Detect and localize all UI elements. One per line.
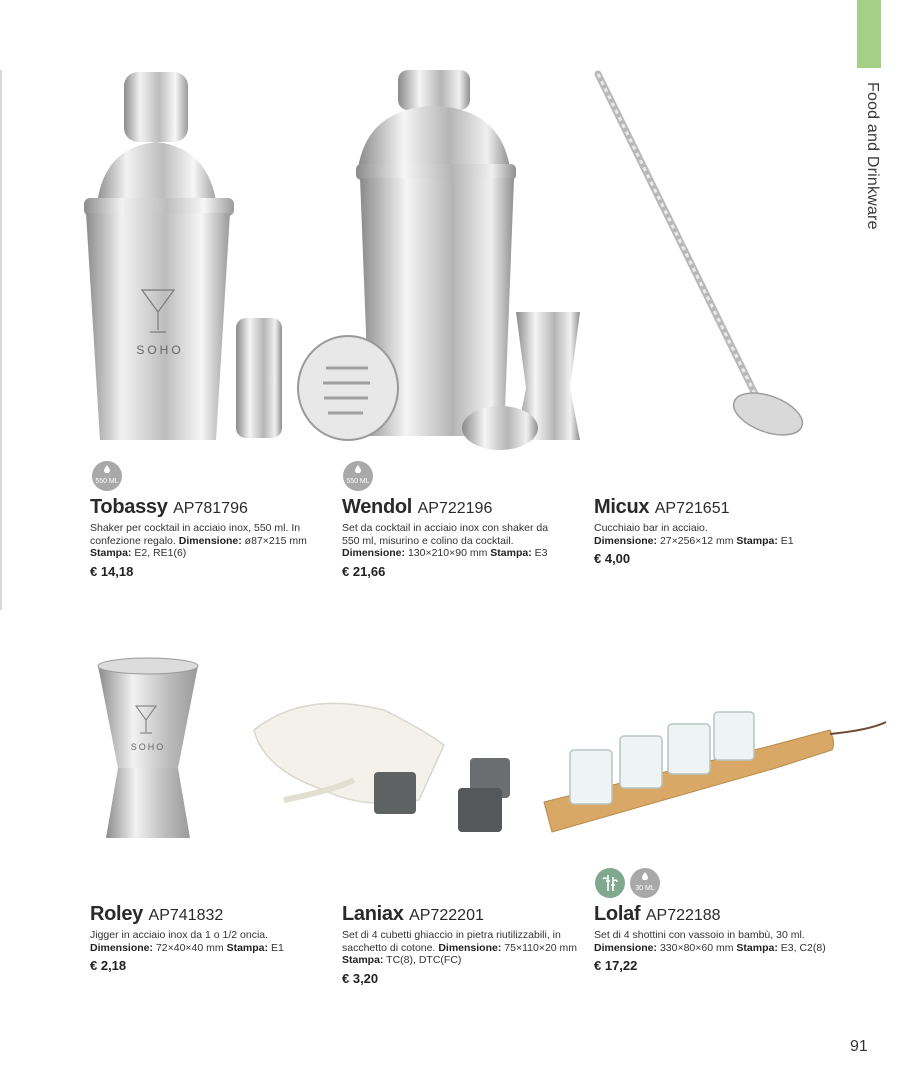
product-code: AP721651 [654,500,730,517]
page-number: 91 [850,1038,868,1055]
lolaf-shot-set-image [540,710,890,840]
product-price: € 4,00 [594,551,631,566]
product-price: € 3,20 [342,970,379,986]
product-description: Set di 4 shottini con vassoio in bambù, 30 ml. Dimensione: 330×80×60 mm Stampa: E3, C2(8) [594,929,826,954]
product-tobassy [90,496,330,579]
product-price: € 14,18 [90,563,134,579]
product-price: € 2,18 [90,958,127,973]
product-code: AP781796 [173,500,248,517]
soho-logo-small: SOHO [130,742,166,752]
product-lolaf [594,903,834,973]
product-name: Micux [594,496,650,518]
product-description: Set da cocktail in acciaio inox con shaker da 550 ml, misurino e colino da cocktail. Dimensione: 130×210×90 mm Stampa: E3 [342,522,549,559]
soho-logo: SOHO [136,343,184,357]
product-micux [594,496,834,566]
product-laniax [342,903,582,986]
product-description: Shaker per cocktail in acciaio inox, 550 ml. In confezione regalo. Dimensione: ø87×215 mm Stampa: E2, RE1(6) [90,522,307,559]
product-code: AP741832 [148,907,224,924]
section-color-tab [857,0,881,68]
product-name: Tobassy [90,496,168,518]
capacity-badge-tobassy: 550 ML [92,461,122,491]
micux-bar-spoon-image [588,66,818,446]
product-price: € 17,22 [594,958,638,973]
product-description: Cucchiaio bar in acciaio. Dimensione: 27×256×12 mm Stampa: E1 [594,522,794,547]
product-description: Set di 4 cubetti ghiaccio in pietra riutilizzabili, in sacchetto di cotone. Dimensione: 75×110×20 mm Stampa: TC(8), DTC(FC) [342,929,578,966]
product-code: AP722196 [417,500,493,517]
bamboo-icon [602,874,618,892]
wendol-cocktail-set-image [208,68,588,458]
product-code: AP722201 [409,907,484,924]
laniax-ice-stones-image [244,690,524,840]
page-edge-line [0,70,2,610]
bamboo-badge-icon [595,868,625,898]
product-name: Lolaf [594,903,641,925]
product-price: € 21,66 [342,563,386,579]
product-wendol [342,496,582,579]
product-name: Roley [90,903,143,925]
capacity-badge-lolaf: 30 ML [630,868,660,898]
product-name: Laniax [342,903,404,925]
product-roley [90,903,330,973]
capacity-badge-wendol: 550 ML [343,461,373,491]
section-label: Food and Drinkware [864,82,881,230]
roley-jigger-image [94,656,204,842]
product-code: AP722188 [645,907,721,924]
product-description: Jigger in acciaio inox da 1 o 1/2 oncia. Dimensione: 72×40×40 mm Stampa: E1 [90,929,284,954]
product-name: Wendol [342,496,413,518]
